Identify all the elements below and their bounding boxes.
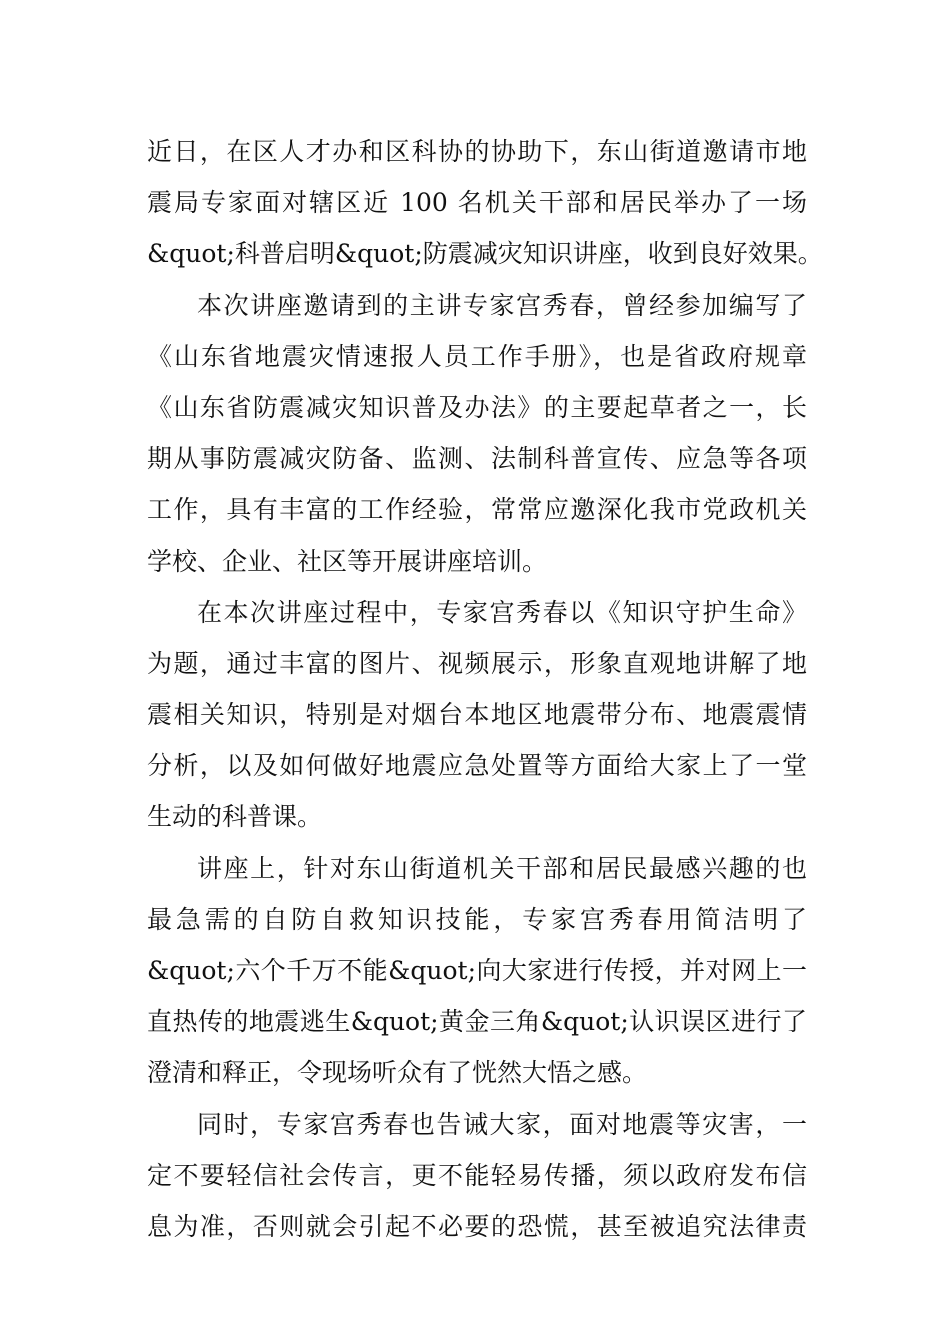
text-line: 期从事防震减灾防备、监测、法制科普宣传、应急等各项 [147, 444, 807, 474]
text-line: 澄清和释正，令现场听众有了恍然大悟之感。 [147, 1058, 648, 1088]
text-line: 直热传的地震逃生&quot;黄金三角&quot;认识误区进行了 [147, 1007, 807, 1037]
text-line: 讲座上，针对东山街道机关干部和居民最感兴趣的也 [197, 853, 807, 883]
text-line: &quot;六个千万不能&quot;向大家进行传授，并对网上一 [147, 956, 807, 985]
text-line: 定不要轻信社会传言，更不能轻易传播，须以政府发布信 [147, 1160, 807, 1190]
text-line: 震相关知识，特别是对烟台本地区地震带分布、地震震情 [147, 700, 807, 730]
text-line: &quot;科普启明&quot;防震减灾知识讲座，收到良好效果。 [147, 239, 823, 269]
paragraph-4 [147, 843, 807, 1099]
text-line: 最急需的自防自救知识技能，专家宫秀春用简洁明了 [147, 904, 807, 934]
paragraph-1 [147, 126, 823, 280]
text-line: 在本次讲座过程中，专家宫秀春以《知识守护生命》 [197, 597, 807, 627]
text-line: 息为准，否则就会引起不必要的恐慌，甚至被追究法律责 [147, 1211, 807, 1241]
text-line: 近日，在区人才办和区科协的协助下，东山街道邀请市地 [147, 137, 807, 166]
text-line: 同时，专家宫秀春也告诫大家，面对地震等灾害，一 [197, 1109, 807, 1139]
text-line: 生动的科普课。 [147, 802, 323, 832]
text-line: 分析，以及如何做好地震应急处置等方面给大家上了一堂 [147, 751, 807, 781]
paragraph-5 [147, 1099, 807, 1253]
paragraph-3 [147, 587, 807, 843]
text-line: 《山东省地震灾情速报人员工作手册》，也是省政府规章 [147, 341, 807, 371]
text-line: 为题，通过丰富的图片、视频展示，形象直观地讲解了地 [147, 648, 807, 678]
text-line: 《山东省防震减灾知识普及办法》的主要起草者之一，长 [147, 392, 807, 422]
text-line: 工作，具有丰富的工作经验，常常应邀深化我市党政机关 [147, 495, 807, 525]
paragraph-2 [147, 280, 807, 587]
text-line: 学校、企业、社区等开展讲座培训。 [147, 546, 548, 576]
text-line: 震局专家面对辖区近 100 名机关干部和居民举办了一场 [147, 188, 807, 218]
document-body [147, 126, 823, 1252]
text-line: 本次讲座邀请到的主讲专家宫秀春，曾经参加编写了 [197, 290, 807, 320]
